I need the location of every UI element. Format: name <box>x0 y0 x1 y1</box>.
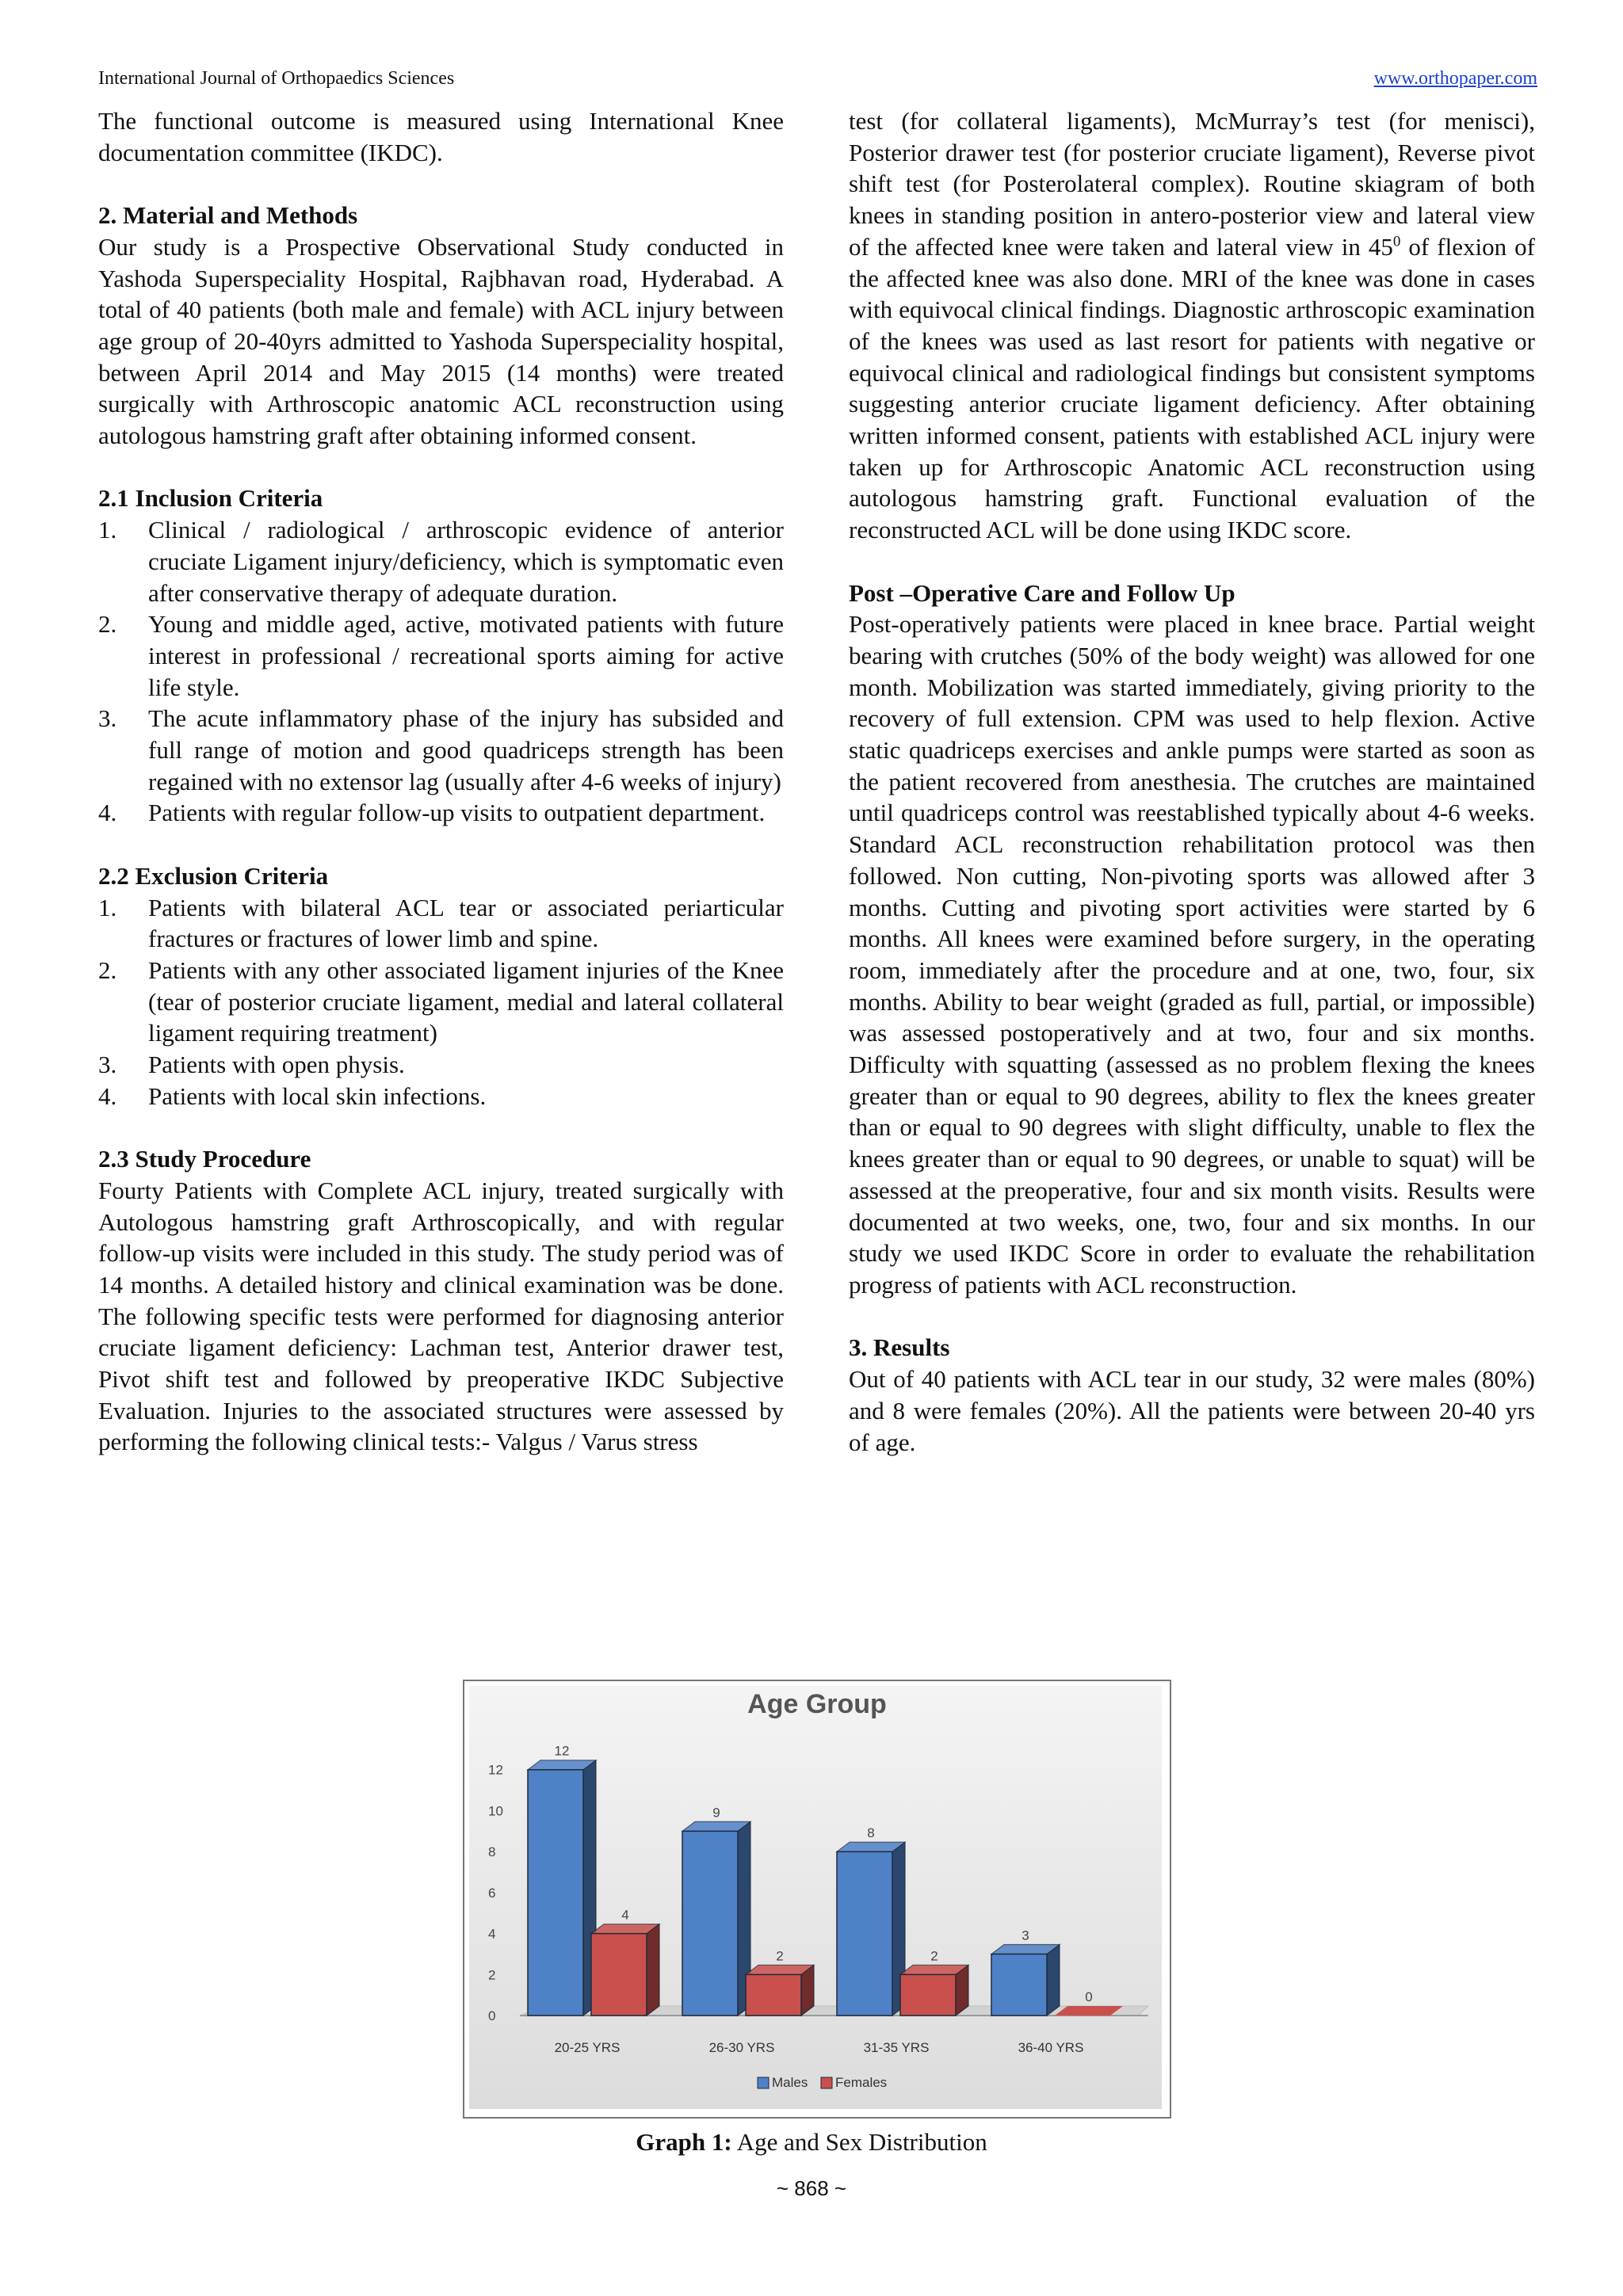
list-number: 1. <box>98 893 117 921</box>
bar-top <box>837 1842 905 1852</box>
list-item <box>98 1081 784 1112</box>
inclusion-heading: 2.1 Inclusion Criteria <box>98 484 323 513</box>
x-tick-label: 36-40 YRS <box>1018 2040 1084 2055</box>
list-item-text: Patients with open physis. <box>148 1051 405 1079</box>
list-number: 2. <box>98 955 117 984</box>
list-item <box>98 514 784 608</box>
list-item-text: The acute inflammatory phase of the injury has subsided and full range of motion and good quadriceps strength has been regained with no extensor lag (usually after 4-6 weeks of injury) <box>148 704 784 795</box>
list-item-text: Patients with bilateral ACL tear or associated periarticular fractures or fractures of lower limb and spine. <box>148 893 784 953</box>
methods-paragraph: Our study is a Prospective Observational Study conducted in Yashoda Superspeciality Hospital, Rajbhavan road, Hyderabad. A total of 40 patients (both male and female) with ACL injury between age group of 20-40yrs admitted to Yashoda Superspeciality hospital, between April 2014 and May 2015 (14 months) were treated surgically with Arthroscopic anatomic ACL reconstruction using autologous hamstring graft after obtaining informed consent. <box>98 232 784 450</box>
list-item <box>98 797 784 829</box>
bar-top <box>682 1821 750 1831</box>
y-tick-label: 2 <box>488 1967 496 1983</box>
methods-heading: 2. Material and Methods <box>98 201 358 230</box>
degree-superscript: 0 <box>1392 233 1401 250</box>
bar-males <box>837 1852 892 2016</box>
caption-label: Graph 1: <box>636 2128 732 2156</box>
bar-side <box>647 1924 659 2016</box>
list-number: 4. <box>98 1081 117 1110</box>
legend-label: Females <box>835 2075 888 2090</box>
bar-top <box>528 1760 596 1770</box>
bar-top <box>991 1944 1060 1954</box>
list-item <box>98 1049 784 1081</box>
list-number: 1. <box>98 516 117 544</box>
bar-top <box>591 1924 659 1934</box>
list-item <box>98 955 784 1049</box>
results-paragraph: Out of 40 patients with ACL tear in our study, 32 were males (80%) and 8 were females (20%). All the patients were between 20-40 yrs of age. <box>849 1365 1535 1456</box>
bar-females <box>900 1974 956 2016</box>
results-heading: 3. Results <box>849 1333 950 1362</box>
exclusion-heading: 2.2 Exclusion Criteria <box>98 861 329 890</box>
left-column <box>98 105 784 1458</box>
inclusion-list <box>98 514 784 829</box>
continued-paragraph <box>849 105 1535 546</box>
x-tick-label: 26-30 YRS <box>708 2040 775 2055</box>
continued-text-b: of flexion of the affected knee was also done. MRI of the knee was done in cases with equivocal clinical findings. Diagnostic arthroscopic examination of the knees was used as last resort for patients with negative or equivocal clinical and radiological findings but consistent symptoms suggesting anterior cruciate ligament deficiency. After obtaining written informed consent, patients with established ACL injury were taken up for Arthroscopic Anatomic ACL reconstruction using autologous hamstring graft. Functional evaluation of the reconstructed ACL will be done using IKDC score. <box>849 232 1535 544</box>
postop-paragraph: Post-operatively patients were placed in knee brace. Partial weight bearing with crutches (50% of the body weight) was allowed for one month. Mobilization was started immediately, giving priority to the recovery of full extension. CPM was used to help flexion. Active static quadriceps exercises and ankle pumps were started as soon as the patient recovered from anesthesia. The crutches are maintained until quadriceps control was reestablished typically about 4-6 weeks. Standard ACL reconstruction rehabilitation protocol was then followed. Non cutting, Non-pivoting sports was allowed after 3 months. Cutting and pivoting sport activities were started by 6 months. All knees were examined before surgery, in the operating room, immediately after the procedure and at one, two, four, six months. Ability to bear weight (graded as full, partial, or impossible) was assessed postoperatively and at two, four and six months. Difficulty with squatting (assessed as no problem flexing the knees greater than or equal to 90 degrees, ability to flex the knees greater than or equal to 90 degrees with slight difficulty, unable to flex the knees greater than or equal to 90 degrees, or unable to squat) will be assessed at the preoperative, four and six month visits. Results were documented at two weeks, one, two, four and six months. In our study we used IKDC Score in order to evaluate the rehabilitation progress of patients with ACL reconstruction. <box>849 610 1535 1299</box>
x-tick-label: 31-35 YRS <box>863 2040 930 2055</box>
list-number: 3. <box>98 704 117 733</box>
journal-url-link[interactable]: www.orthopaper.com <box>1373 68 1537 89</box>
data-label: 9 <box>712 1805 720 1821</box>
y-tick-label: 4 <box>488 1926 496 1942</box>
bar-females <box>591 1934 647 2016</box>
procedure-paragraph: Fourty Patients with Complete ACL injury, treated surgically with Autologous hamstring graft Arthroscopically, and with regular follow-up visits were included in this study. The study period was of 14 months. A detailed history and clinical examination was be done. The following specific tests were performed for diagnosing anterior cruciate ligament deficiency: Lachman test, Anterior drawer test, Pivot shift test and followed by preoperative IKDC Subjective Evaluation. Injuries to the associated structures were assessed by performing the following clinical tests:- Valgus / Varus stress <box>98 1176 784 1456</box>
list-item <box>98 703 784 797</box>
chart-svg <box>464 1681 1170 2117</box>
legend-swatch <box>821 2077 832 2088</box>
legend-label: Males <box>772 2075 808 2090</box>
continued-text-a: test (for collateral ligaments), McMurray’s test (for menisci), Posterior drawer test (for posterior cruciate ligament), Reverse pivot shift test (for Posterolateral complex). Routine skiagram of both knees in standing position in antero-posterior view and lateral view of the affected knee were taken and lateral view in 45 <box>849 107 1535 261</box>
list-item-text: Young and middle aged, active, motivated patients with future interest in professional / recreational sports aiming for active life style. <box>148 610 784 701</box>
list-item-text: Clinical / radiological / arthroscopic evidence of anterior cruciate Ligament injury/deficiency, which is symptomatic even after conservative therapy of adequate duration. <box>148 516 784 607</box>
bar-top <box>900 1965 968 1974</box>
bar-top <box>746 1965 814 1974</box>
exclusion-list <box>98 892 784 1112</box>
data-label: 2 <box>776 1948 784 1964</box>
y-tick-label: 6 <box>488 1885 496 1901</box>
list-number: 4. <box>98 799 117 827</box>
y-tick-label: 8 <box>488 1844 496 1860</box>
postop-heading: Post –Operative Care and Follow Up <box>849 578 1235 607</box>
bar-females <box>746 1974 801 2016</box>
y-tick-label: 12 <box>488 1762 503 1778</box>
data-label: 12 <box>554 1743 570 1759</box>
procedure-heading: 2.3 Study Procedure <box>98 1145 311 1173</box>
bar-males <box>991 1954 1047 2016</box>
data-label: 0 <box>1085 1989 1093 2004</box>
legend-swatch <box>758 2077 769 2088</box>
right-column <box>849 105 1535 1458</box>
data-label: 4 <box>621 1907 629 1923</box>
y-tick-label: 10 <box>488 1803 503 1819</box>
data-label: 2 <box>930 1948 938 1964</box>
data-label: 3 <box>1022 1928 1029 1943</box>
graph-caption <box>0 2128 1623 2157</box>
y-tick-label: 0 <box>488 2008 496 2023</box>
list-number: 2. <box>98 610 117 639</box>
caption-text: Age and Sex Distribution <box>731 2128 987 2156</box>
list-item-text: Patients with regular follow-up visits to outpatient department. <box>148 799 766 827</box>
list-number: 3. <box>98 1051 117 1079</box>
bar-males <box>528 1770 583 2016</box>
age-group-chart <box>463 1680 1171 2119</box>
bar-males <box>682 1831 738 2016</box>
list-item <box>98 608 784 703</box>
page-number: ~ 868 ~ <box>776 2176 847 2200</box>
bar-side <box>1047 1944 1060 2016</box>
list-item-text: Patients with local skin infections. <box>148 1081 487 1110</box>
x-tick-label: 20-25 YRS <box>554 2040 621 2055</box>
list-item-text: Patients with any other associated ligament injuries of the Knee (tear of posterior cruciate ligament, medial and lateral collateral ligament requiring treatment) <box>148 955 784 1047</box>
chart-title: Age Group <box>747 1689 887 1719</box>
data-label: 8 <box>867 1825 875 1841</box>
intro-paragraph: The functional outcome is measured using International Knee documentation committee (IKDC). <box>98 107 784 166</box>
journal-header: International Journal of Orthopaedics Sciences <box>98 68 455 89</box>
list-item <box>98 892 784 955</box>
